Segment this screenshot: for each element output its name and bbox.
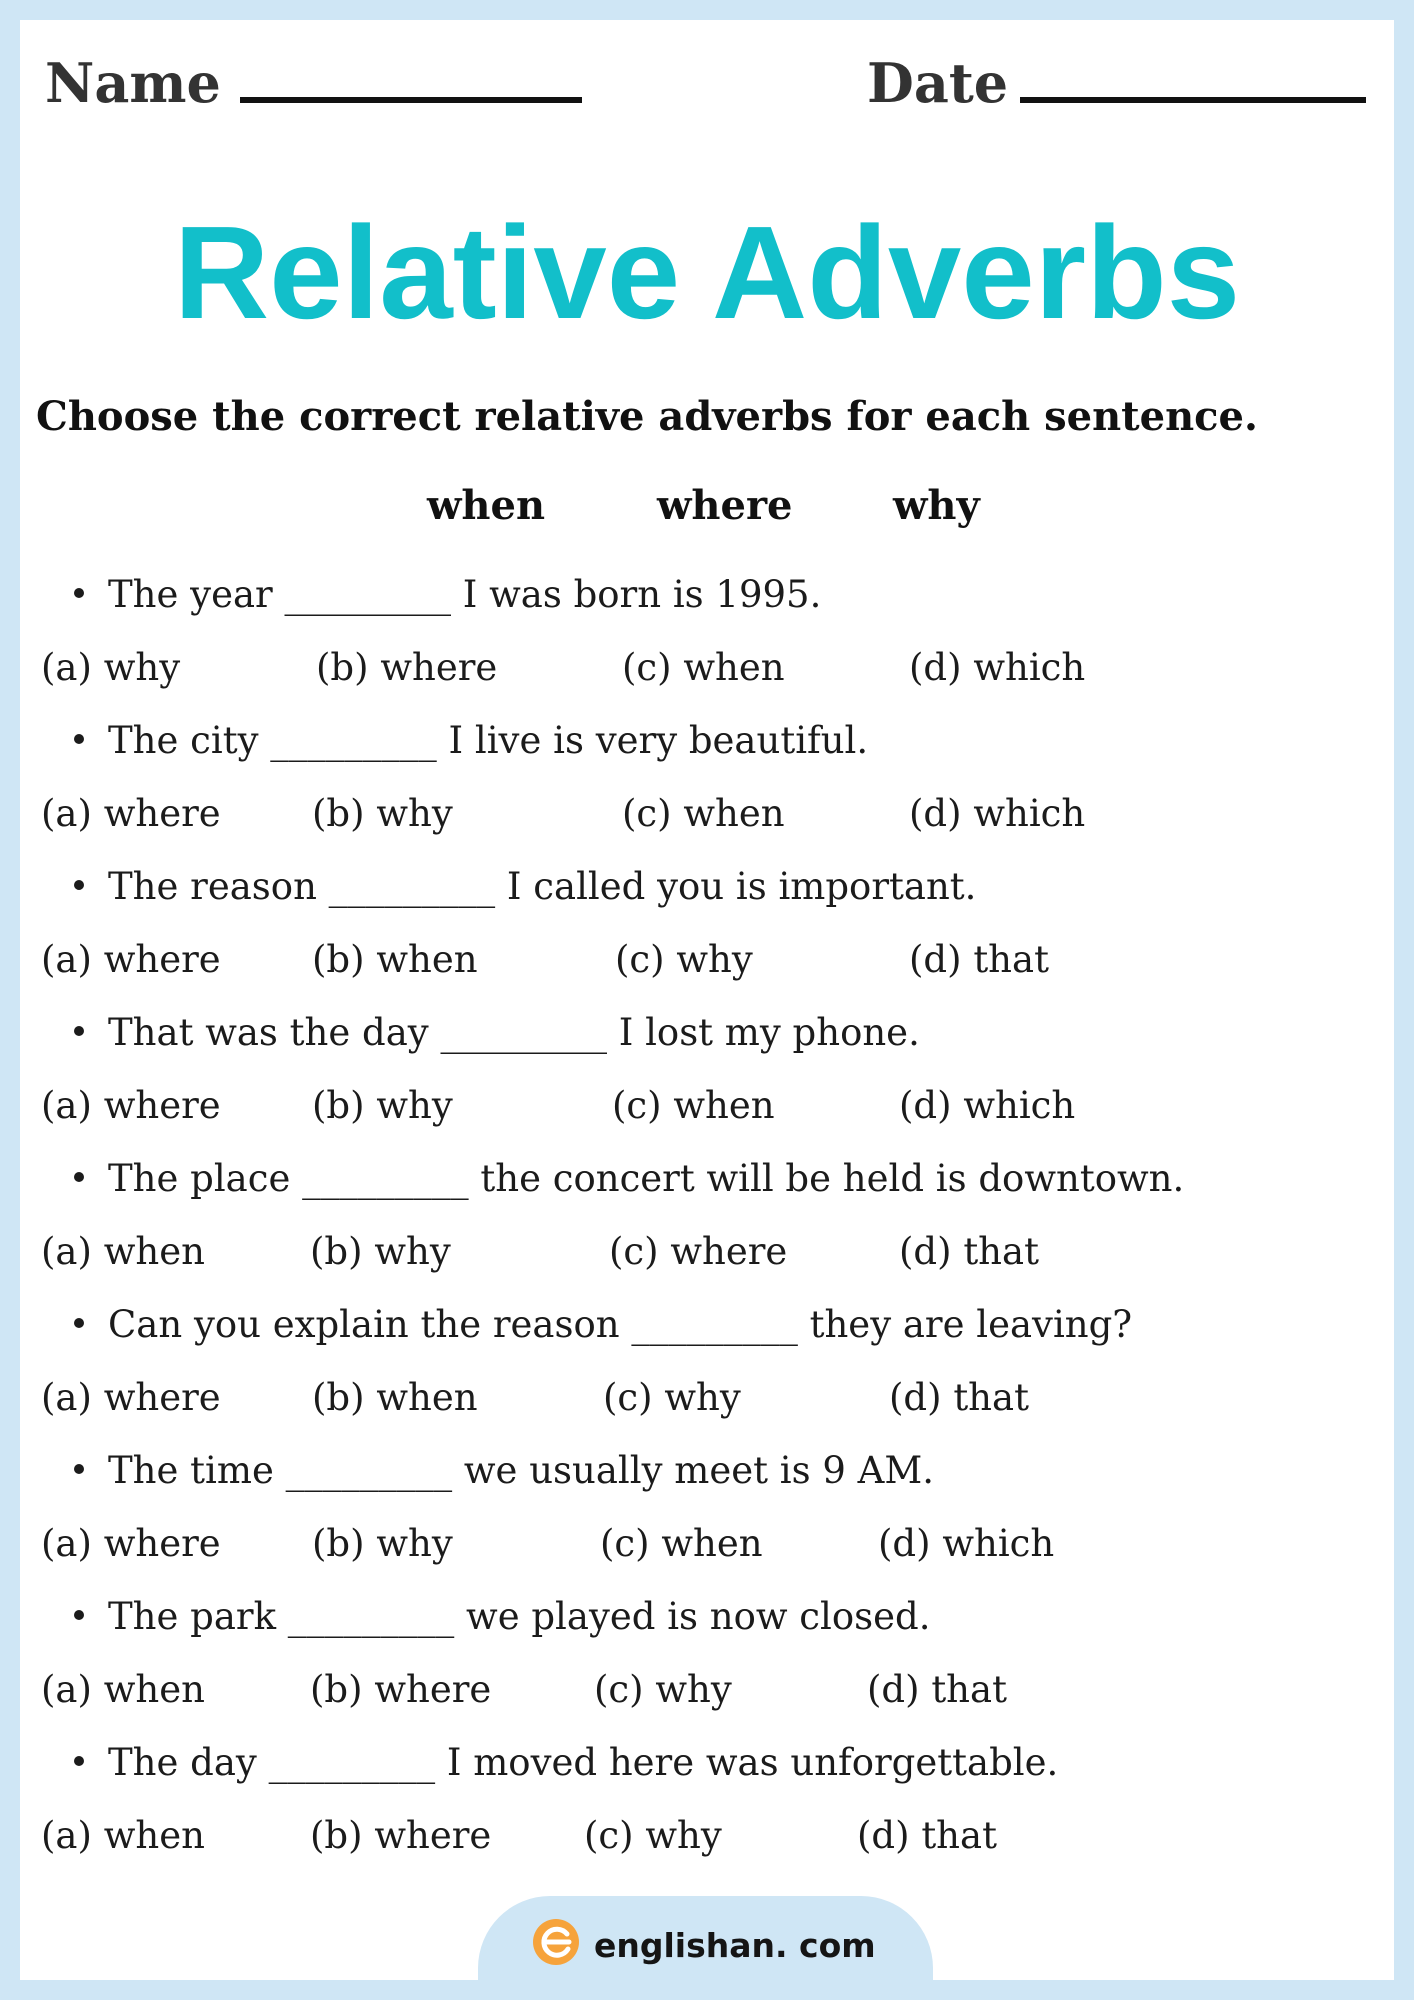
question-sentence: The time _________ we usually meet is 9 AM.	[108, 1449, 934, 1492]
question-sentence: The year _________ I was born is 1995.	[108, 573, 822, 616]
option-b: (b) when	[312, 938, 478, 981]
question-5	[0, 1142, 1414, 1215]
question-sentence: The reason _________ I called you is important.	[108, 865, 977, 908]
option-a: (a) where	[41, 1376, 221, 1419]
option-a: (a) where	[41, 938, 221, 981]
option-c: (c) when	[622, 792, 785, 835]
question-7	[0, 1434, 1414, 1507]
option-b: (b) where	[316, 646, 498, 689]
question-sentence: The place _________ the concert will be held is downtown.	[108, 1157, 1185, 1200]
option-a: (a) where	[41, 1084, 221, 1127]
answer-options-2	[0, 777, 1414, 850]
question-4	[0, 996, 1414, 1069]
option-b: (b) why	[312, 1084, 453, 1127]
option-b: (b) where	[310, 1668, 492, 1711]
option-d: (d) which	[909, 646, 1086, 689]
word-bank-item: why	[893, 482, 980, 529]
option-c: (c) where	[609, 1230, 788, 1273]
question-sentence: That was the day _________ I lost my phone.	[108, 1011, 920, 1054]
option-d: (d) which	[878, 1522, 1055, 1565]
answer-options-3	[0, 923, 1414, 996]
option-b: (b) why	[310, 1230, 451, 1273]
option-a: (a) where	[41, 1522, 221, 1565]
footer-site-name: englishan. com	[594, 1926, 876, 1965]
englishan-logo-icon	[532, 1918, 580, 1966]
answer-options-8	[0, 1653, 1414, 1726]
question-sentence: The day _________ I moved here was unforgettable.	[108, 1741, 1059, 1784]
question-list	[0, 558, 1414, 1872]
option-d: (d) that	[867, 1668, 1007, 1711]
option-c: (c) when	[622, 646, 785, 689]
answer-options-7	[0, 1507, 1414, 1580]
page-title: Relative Adverbs	[173, 199, 1241, 346]
option-c: (c) why	[615, 938, 753, 981]
option-b: (b) when	[312, 1376, 478, 1419]
option-b: (b) why	[312, 1522, 453, 1565]
question-9	[0, 1726, 1414, 1799]
option-d: (d) that	[857, 1814, 997, 1857]
option-c: (c) why	[594, 1668, 732, 1711]
bullet-icon	[74, 1756, 84, 1766]
question-sentence: The park _________ we played is now closed.	[108, 1595, 931, 1638]
answer-options-9	[0, 1799, 1414, 1872]
option-a: (a) when	[41, 1814, 205, 1857]
word-bank-item: when	[427, 482, 546, 529]
bullet-icon	[74, 1464, 84, 1474]
option-a: (a) when	[41, 1668, 205, 1711]
question-8	[0, 1580, 1414, 1653]
answer-options-5	[0, 1215, 1414, 1288]
option-d: (d) that	[909, 938, 1049, 981]
bullet-icon	[74, 1318, 84, 1328]
question-1	[0, 558, 1414, 631]
answer-options-6	[0, 1361, 1414, 1434]
option-d: (d) which	[909, 792, 1086, 835]
option-d: (d) that	[899, 1230, 1039, 1273]
name-label: Name	[45, 51, 221, 115]
question-2	[0, 704, 1414, 777]
word-bank-item: where	[657, 482, 793, 529]
bullet-icon	[74, 880, 84, 890]
option-d: (d) that	[889, 1376, 1029, 1419]
option-d: (d) which	[899, 1084, 1076, 1127]
date-label: Date	[867, 51, 1009, 115]
bullet-icon	[74, 1610, 84, 1620]
option-b: (b) why	[312, 792, 453, 835]
option-a: (a) why	[41, 646, 181, 689]
option-c: (c) why	[584, 1814, 722, 1857]
bullet-icon	[74, 734, 84, 744]
question-3	[0, 850, 1414, 923]
bullet-icon	[74, 588, 84, 598]
name-blank-line	[240, 97, 582, 103]
option-c: (c) when	[600, 1522, 763, 1565]
question-sentence: The city _________ I live is very beautiful.	[108, 719, 869, 762]
bullet-icon	[74, 1026, 84, 1036]
option-a: (a) when	[41, 1230, 205, 1273]
option-c: (c) when	[612, 1084, 775, 1127]
question-6	[0, 1288, 1414, 1361]
option-b: (b) where	[310, 1814, 492, 1857]
answer-options-1	[0, 631, 1414, 704]
answer-options-4	[0, 1069, 1414, 1142]
bullet-icon	[74, 1172, 84, 1182]
option-c: (c) why	[603, 1376, 741, 1419]
instructions: Choose the correct relative adverbs for each sentence.	[36, 393, 1258, 440]
question-sentence: Can you explain the reason _________ they are leaving?	[108, 1303, 1133, 1346]
date-blank-line	[1020, 97, 1366, 103]
option-a: (a) where	[41, 792, 221, 835]
